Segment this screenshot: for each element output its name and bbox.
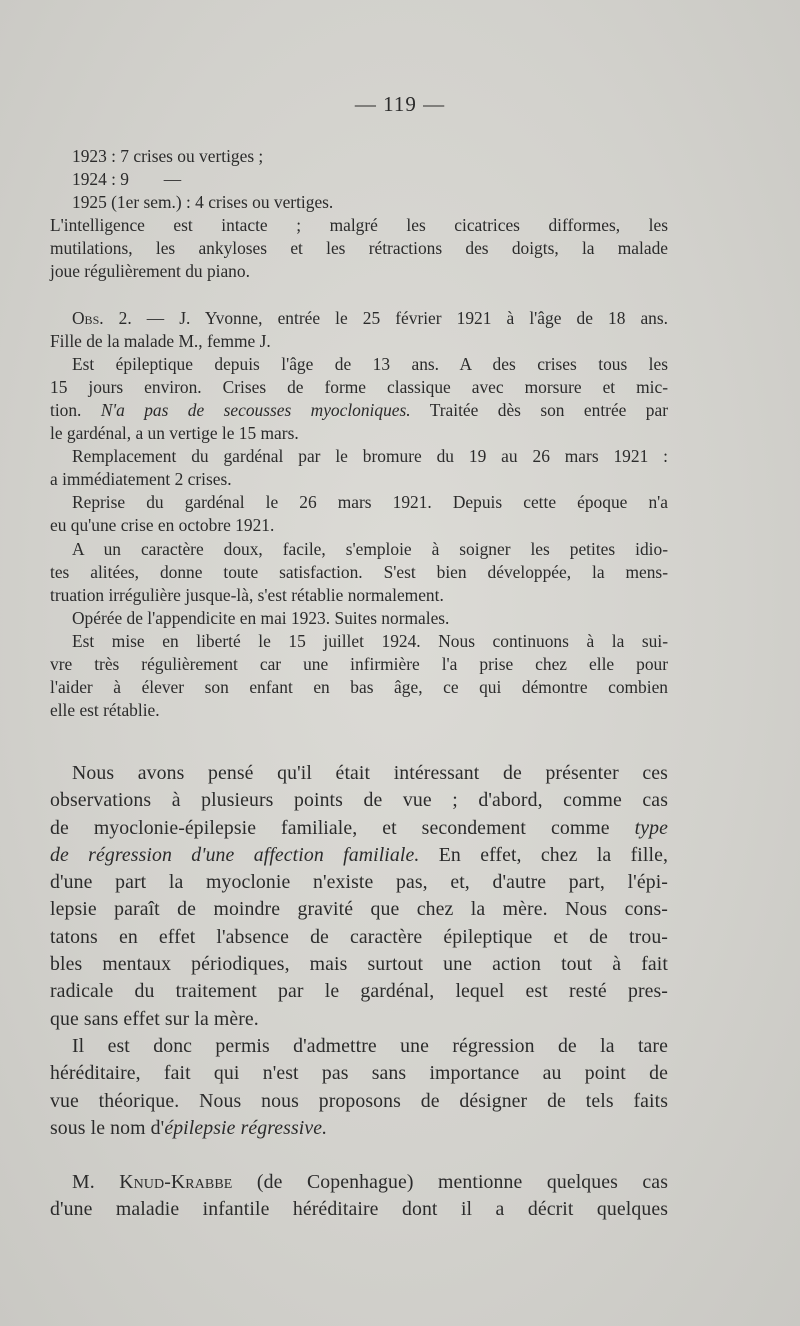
text-span: sous le nom d' (50, 1116, 165, 1139)
italic-span: de régression d'une affection familiale. (50, 843, 420, 866)
text-line: l'aider à élever son enfant en bas âge, ce qui démontre combien (50, 677, 668, 698)
text-line: Nous avons pensé qu'il était intéressant de présenter ces (72, 762, 668, 784)
text-line: Il est donc permis d'admettre une régression de la tare (72, 1034, 668, 1057)
text-line: a immédiatement 2 crises. (50, 469, 232, 490)
text-line (50, 842, 668, 869)
list-line: 1925 (1er sem.) : 4 crises ou vertiges. (72, 192, 334, 213)
discussion-section (50, 760, 668, 1224)
italic-span: épilepsie régressive. (164, 1116, 328, 1139)
text-line: d'une maladie infantile héréditaire dont il a décrit quelques (50, 1198, 668, 1221)
list-line: 1923 : 7 crises ou vertiges ; (72, 146, 264, 166)
text-line (50, 1115, 668, 1142)
text-span: de myoclonie-épilepsie familiale, et secondement comme (50, 816, 635, 839)
text-line: Reprise du gardénal le 26 mars 1921. Depuis cette époque n'a (72, 492, 668, 513)
paragraph-reprise (50, 491, 668, 537)
italic-span: N'a pas de secousses myocloniques. (100, 399, 411, 420)
italic-span: type (634, 816, 668, 839)
observation-section (50, 145, 668, 722)
text-line: bles mentaux périodiques, mais surtout une action tout à fait (50, 953, 668, 976)
text-line: L'intelligence est intacte ; malgré les cicatrices difformes, les (50, 215, 668, 236)
paragraph-nous-avons (50, 760, 668, 1033)
text-line (50, 815, 668, 842)
paragraph-operee: Opérée de l'appendicite en mai 1923. Suites normales. (72, 607, 450, 628)
paragraph-intelligence (50, 214, 668, 283)
paragraph-caractere (50, 538, 668, 607)
paragraph-liberte (50, 630, 668, 722)
text-line: Est mise en liberté le 15 juillet 1924. Nous continuons à la sui- (72, 630, 668, 651)
paragraph-knud (50, 1169, 668, 1224)
text-line: Fille de la malade M., femme J. (50, 330, 271, 351)
text-line: observations à plusieurs points de vue ; d'abord, comme cas (50, 789, 668, 812)
text-line: tatons en effet l'absence de caractère épileptique et de trou- (50, 925, 668, 948)
text-line: joue régulièrement du piano. (50, 261, 250, 282)
text-line (50, 307, 668, 330)
text-line: Remplacement du gardénal par le bromure du 19 au 26 mars 1921 : (72, 446, 668, 467)
observation-2 (50, 307, 668, 353)
author-name: M. Knud-Krabbe (72, 1171, 233, 1194)
text-line: le gardénal, a un vertige le 15 mars. (50, 423, 299, 444)
text-span: En effet, chez la fille, (419, 843, 669, 866)
obs-text: — J. Yvonne, entrée le 25 février 1921 à l'âge de 18 ans. (131, 307, 668, 328)
text-line: tes alitées, donne toute satisfaction. S'est bien développée, la mens- (50, 561, 668, 582)
page-number: — 119 — (354, 92, 446, 116)
text-line: A un caractère doux, facile, s'emploie à soigner les petites idio- (72, 538, 668, 559)
text-line: d'une part la myoclonie n'existe pas, et, d'autre part, l'épi- (50, 871, 668, 894)
text-span: Traitée dès son entrée par (410, 399, 668, 420)
text-line: elle est rétablie. (50, 700, 160, 721)
obs-label: Obs. 2. (72, 307, 132, 328)
text-line: eu qu'une crise en octobre 1921. (50, 515, 275, 536)
text-line: vue théorique. Nous nous proposons de désigner de tels faits (50, 1089, 668, 1112)
text-line: mutilations, les ankyloses et les rétractions des doigts, la malade (50, 238, 668, 259)
text-line: radicale du traitement par le gardénal, lequel est resté pres- (50, 980, 668, 1003)
text-line: truation irrégulière jusque-là, s'est rétablie normalement. (50, 584, 444, 605)
text-span: (de Copenhague) mentionne quelques cas (232, 1171, 668, 1194)
text-line: que sans effet sur la mère. (50, 1007, 259, 1030)
paragraph-il-est (50, 1033, 668, 1142)
paragraph-remplacement (50, 445, 668, 491)
text-line: 15 jours environ. Crises de forme classique avec morsure et mic- (50, 376, 668, 397)
text-line: héréditaire, fait qui n'est pas sans importance au point de (50, 1062, 668, 1085)
text-span: tion. (50, 399, 101, 420)
text-line: vre très régulièrement car une infirmière l'a prise chez elle pour (50, 653, 668, 674)
text-line: lepsie paraît de moindre gravité que chez la mère. Nous cons- (50, 898, 668, 921)
text-line (50, 1169, 668, 1196)
paragraph-epileptique (50, 353, 668, 445)
list-line: 1924 : 9 — (72, 169, 182, 190)
text-line: Est épileptique depuis l'âge de 13 ans. A des crises tous les (72, 353, 668, 374)
text-line (50, 399, 668, 422)
